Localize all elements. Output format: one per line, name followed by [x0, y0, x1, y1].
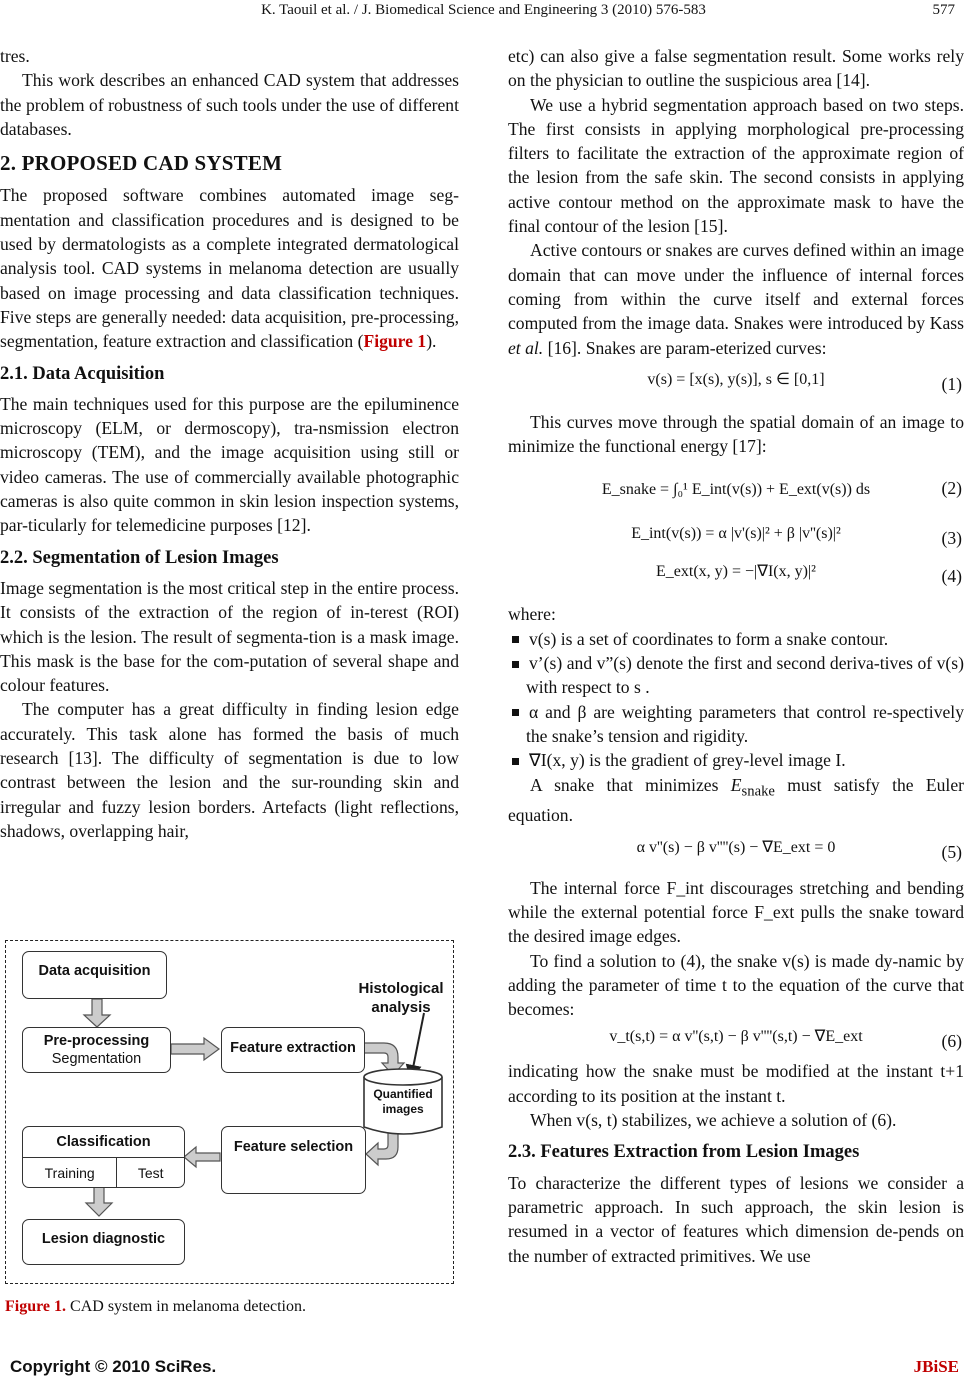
paragraph: Active contours or snakes are curves defined within an image domain that can move under the influence of internal forces coming from within the curve itself and external forces computed from the image data. Snakes were introduced by Kass et al. [16]. Snakes are param-eterized curves:	[508, 240, 964, 358]
arrow-thin-icon	[412, 1013, 424, 1073]
lesion-diagnostic-box: Lesion diagnostic	[22, 1219, 185, 1265]
equation-5: α v''(s) − β v''''(s) − ∇E_ext = 0 (5)	[636, 838, 962, 862]
histological-analysis-label: Histological analysis	[358, 980, 444, 1016]
equation-3: E_int(v(s)) = α |v'(s)|² + β |v''(s)|² (3)	[631, 525, 962, 549]
section-heading: 2. PROPOSED CAD SYSTEM	[0, 151, 283, 176]
left-column	[0, 44, 459, 843]
paragraph: To find a solution to (4), the snake v(s) is made dy-namic by adding the parameter of time t to the equation of the curve that becomes:	[508, 950, 964, 1020]
equation-6: v_t(s,t) = α v''(s,t) − β v''''(s,t) − ∇E_ext (6)	[609, 1028, 962, 1052]
data-acquisition-box: Data acquisition	[22, 951, 167, 999]
quantified-images-label: Quantified images	[373, 1087, 433, 1116]
subsection-heading: 2.3. Features Extraction from Lesion Images	[508, 1142, 860, 1163]
copyright-notice: Copyright © 2010 SciRes.	[10, 1357, 217, 1376]
arrow-down-icon	[86, 1187, 112, 1216]
paragraph: When v(s, t) stabilizes, we achieve a solution of (6).	[530, 1110, 897, 1131]
arrow-right-icon	[171, 1038, 219, 1060]
figure-reference-link[interactable]: Figure 1	[363, 331, 427, 352]
paragraph: tres.	[0, 46, 30, 66]
paragraph: This curves move through the spatial domain of an image to minimize the functional energy [17]:	[508, 411, 964, 457]
page-number: 577	[932, 2, 955, 18]
paragraph: The internal force F_int discourages stretching and bending while the external potential force F_ext pulls the snake toward the desired image edges.	[508, 877, 964, 947]
paragraph: indicating how the snake must be modified at the instant t+1 according to its position at the instant t.	[508, 1061, 964, 1106]
equation-4: E_ext(x, y) = −|∇I(x, y)|² (4)	[656, 563, 962, 587]
equation-2: E_snake = ∫₀¹ E_int(v(s)) + E_ext(v(s)) ds (2)	[601, 478, 962, 499]
paragraph: A snake that minimizes $E_{snake}$ must satisfy the Euler equation.	[508, 774, 964, 826]
running-title: K. Taouil et al. / J. Biomedical Science and Engineering 3 (2010) 576-583	[261, 2, 706, 18]
feature-extraction-box: Feature extraction	[221, 1027, 365, 1073]
paragraph: The computer has a great difficulty in finding lesion edge accurately. This task alone has formed the basis of much research [13]. The difficulty of segmentation is due to low contrast between the lesion and the sur-rounding skin and irregular and fuzzy lesion borders. Artefacts (light reflections, shadows, overlapping hair,	[0, 699, 459, 841]
subsection-heading: 2.2. Segmentation of Lesion Images	[0, 547, 279, 568]
paragraph: We use a hybrid segmentation approach based on two steps. The first consists in applying morphological pre-processing filters to facilitate the extraction of the approximate region of the lesion from the safe skin. The second consists in applying active contour method on the approximate mask to have the final contour of the lesion [15].	[508, 94, 964, 237]
figure-caption: Figure 1. CAD system in melanoma detection.	[5, 1298, 306, 1315]
paragraph: The proposed software combines automated image seg-mentation and classification procedures and is designed to be used by dermatologists as a complete integrated dermatological analysis tool. CAD systems in melanoma detection are usually based on image processing and data classification techniques. Five steps are generally needed: data acquisition, pre-processing, segmentation, feature extraction and classification (Figure 1).	[0, 185, 459, 352]
equation-1: v(s) = [x(s), y(s)], s ∈ [0,1] (1)	[647, 370, 962, 394]
feature-selection-box: Feature selection	[221, 1126, 366, 1194]
right-column	[508, 44, 964, 1268]
bullet-item: v(s) is a set of coordinates to form a snake contour.	[508, 627, 964, 651]
paragraph: To characterize the different types of lesions we consider a parametric approach. In such approach, the skin lesion is resumed in a vector of features which dimension de-pends on the number of extracted primitives. We use	[508, 1172, 964, 1266]
bullet-item: α and β are weighting parameters that control re-spectively the snake’s tension and rigidity.	[508, 700, 964, 749]
paragraph: where:	[508, 604, 556, 625]
paragraph: etc) can also give a false segmentation result. Some works rely on the physician to outline the suspicious area [14].	[508, 46, 964, 91]
journal-abbreviation: JBiSE	[913, 1357, 959, 1376]
bullet-item: v’(s) and v”(s) denote the first and second deriva-tives of v(s) with respect to s .	[508, 651, 964, 700]
classification-box: Classification Training Test	[22, 1126, 185, 1188]
bullet-item: ∇I(x, y) is the gradient of grey-level image I.	[508, 748, 964, 772]
preprocessing-box: Pre-processing Segmentation	[22, 1027, 171, 1073]
paragraph: The main techniques used for this purpose are the epiluminence microscopy (ELM, or dermoscopy), tra-nsmission electron microscopy (TEM), and the image acquisition using still or video cameras. The use of commercially available photographic cameras is also quite common in skin lesion inspection systems, par-ticularly for telemedicine purposes [12].	[0, 393, 459, 536]
figure-1	[5, 940, 454, 1284]
arrow-curved-icon	[366, 1131, 398, 1165]
arrow-left-icon	[184, 1147, 220, 1167]
arrow-down-icon	[84, 999, 110, 1027]
subsection-heading: 2.1. Data Acquisition	[0, 363, 165, 384]
paragraph: This work describes an enhanced CAD system that addresses the problem of robustness of such tools under the use of different databases.	[0, 70, 459, 139]
paragraph: Image segmentation is the most critical step in the entire process. It consists of the extraction of the region of in-terest (ROI) which is the lesion. The result of segmenta-tion is a mask image. This mask is the base for the com-putation of several shape and colour features.	[0, 577, 459, 696]
